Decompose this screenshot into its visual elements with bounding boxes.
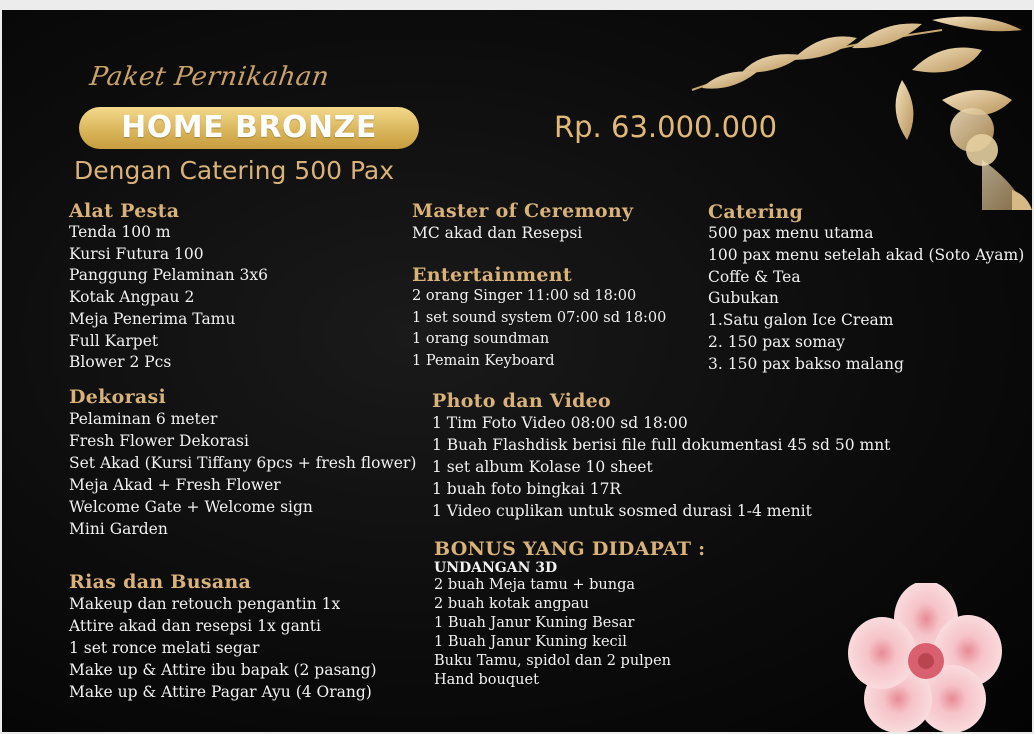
package-subtitle: Dengan Catering 500 Pax [74,156,395,185]
list-item: 1 Pemain Keyboard [412,352,555,369]
list-item: Set Akad (Kursi Tiffany 6pcs + fresh flower) [69,454,417,472]
list-item: Makeup dan retouch pengantin 1x [69,595,341,613]
list-item: Kotak Angpau 2 [69,288,195,307]
package-name: HOME BRONZE [121,110,377,145]
list-item: 3. 150 pax bakso malang [708,354,904,373]
list-item: 1 buah foto bingkai 17R [432,480,622,498]
section-dekorasi [69,386,416,540]
list-item: 1 Buah Janur Kuning kecil [434,634,627,650]
list-item: 2 orang Singer 11:00 sd 18:00 [412,288,637,304]
section-catering [708,201,1024,376]
list-item: 1 Tim Foto Video 08:00 sd 18:00 [432,414,688,432]
list-item: Gubukan [708,289,779,308]
item-list [412,222,633,244]
section-bonus [434,538,706,690]
section-title: Dekorasi [69,386,167,408]
list-item: Make up & Attire Pagar Ayu (4 Orang) [69,683,372,701]
list-item: 2 buah Meja tamu + bunga [434,577,636,593]
section-rias-busana [69,571,377,703]
list-item: 2 buah kotak angpau [434,596,589,612]
section-photo-video [432,390,890,522]
item-list [69,593,377,703]
list-item: Coffe & Tea [708,267,801,286]
list-item: Blower 2 Pcs [69,353,172,372]
item-list [412,286,666,372]
item-list [69,222,268,374]
item-list [434,576,706,690]
list-item: Pelaminan 6 meter [69,410,218,428]
list-item: 1 Buah Flashdisk berisi file full dokumentasi 45 sd 50 mnt [432,436,891,454]
list-item: Mini Garden [69,520,168,538]
list-item: Hand bouquet [434,672,539,688]
item-list [69,408,416,540]
section-alat-pesta [69,200,268,374]
list-item: 1 set ronce melati segar [69,639,260,657]
list-item: 2. 150 pax somay [708,332,846,351]
list-item: Fresh Flower Dekorasi [69,432,249,450]
list-item: Kursi Futura 100 [69,244,204,263]
list-item: 1 set sound system 07:00 sd 18:00 [412,309,667,326]
section-title: BONUS YANG DIDAPAT : [434,538,706,560]
section-entertainment [412,264,666,372]
list-item: 100 pax menu setelah akad (Soto Ayam) [708,245,1025,264]
list-item: 1 Buah Janur Kuning Besar [434,615,635,631]
package-price: Rp. 63.000.000 [554,110,778,144]
list-item: Meja Akad + Fresh Flower [69,476,281,494]
item-list [708,223,1024,376]
list-item: Welcome Gate + Welcome sign [69,498,313,516]
brochure-card [2,10,1032,732]
section-title: Catering [708,201,804,223]
list-item: 1 Video cuplikan untuk sosmed durasi 1-4 menit [432,502,812,520]
list-item: Panggung Pelaminan 3x6 [69,266,268,285]
package-badge [79,107,419,149]
list-item: Meja Penerima Tamu [69,309,236,328]
script-title: Paket Pernikahan [87,62,332,92]
section-title: Alat Pesta [69,200,180,222]
pink-flower-decoration-icon [844,583,1014,732]
section-title: Rias dan Busana [69,571,252,593]
section-title: Entertainment [412,264,572,286]
list-item: Make up & Attire ibu bapak (2 pasang) [69,661,377,679]
list-item: 1 set album Kolase 10 sheet [432,458,653,476]
list-item: Full Karpet [69,331,159,350]
list-item: MC akad dan Resepsi [412,224,583,242]
list-item: 1 orang soundman [412,331,550,347]
list-item: Attire akad dan resepsi 1x ganti [69,617,321,635]
list-item: Buku Tamu, spidol dan 2 pulpen [434,653,672,669]
list-item: 500 pax menu utama [708,224,874,242]
section-mc [412,200,633,244]
list-item: 1.Satu galon Ice Cream [708,311,894,330]
list-item: Tenda 100 m [69,223,171,241]
section-title: Photo dan Video [432,390,612,412]
bonus-subtitle: UNDANGAN 3D [434,560,558,576]
item-list [432,412,890,522]
section-title: Master of Ceremony [412,200,634,222]
